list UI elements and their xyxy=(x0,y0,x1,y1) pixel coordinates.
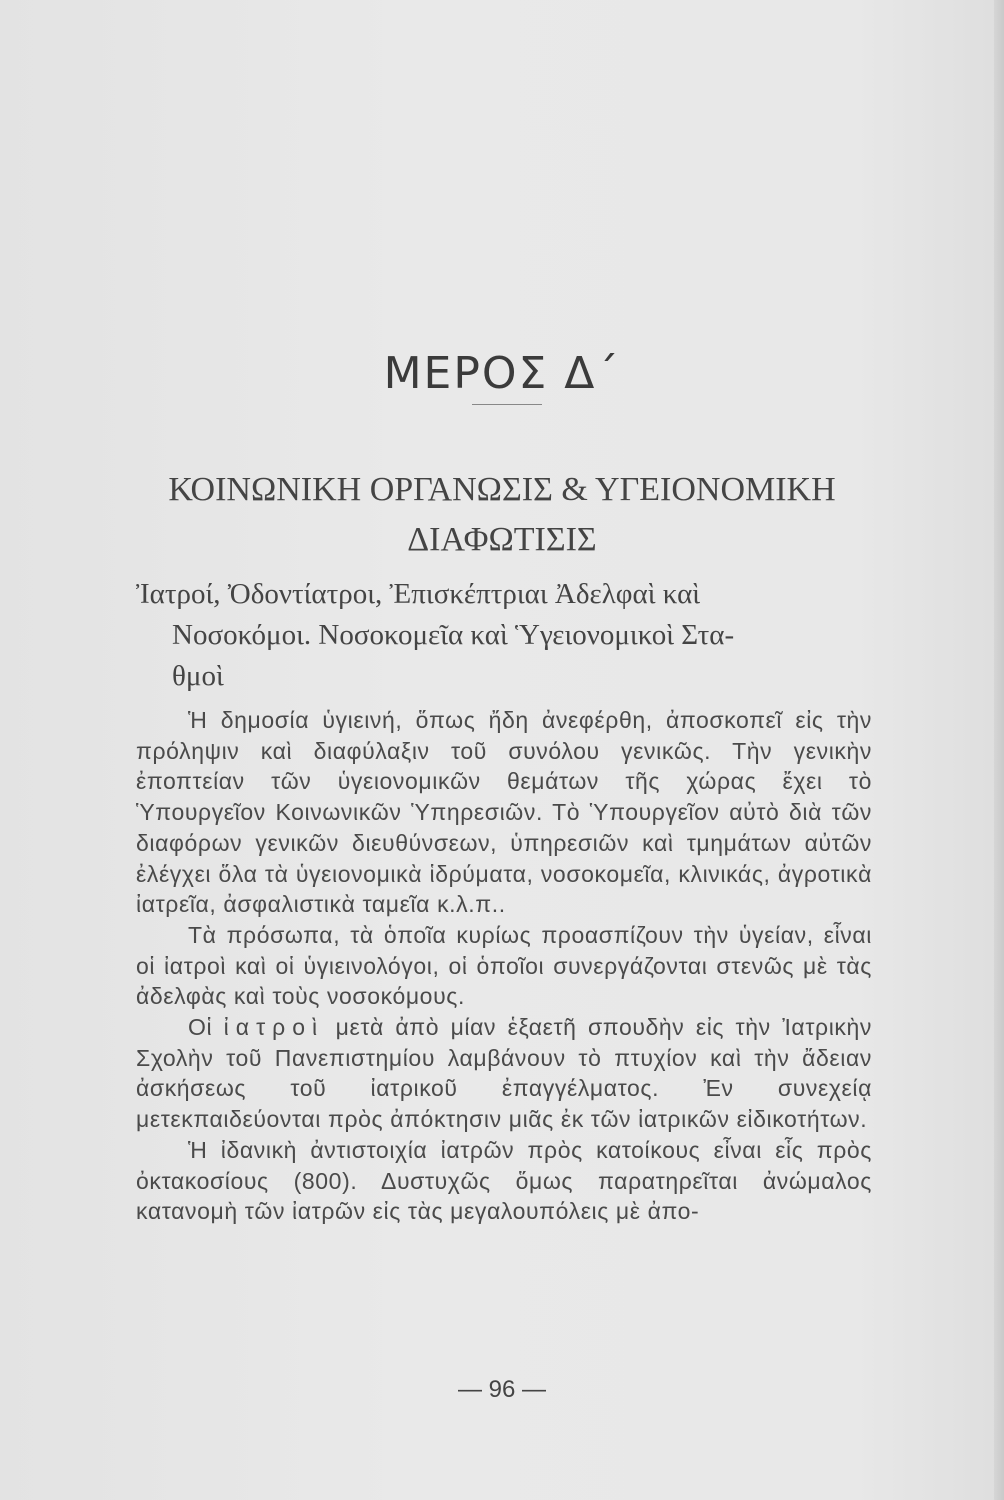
subheading xyxy=(136,574,872,697)
page-spine-shadow xyxy=(994,0,1004,1500)
paragraph-3-emphasis: ἰατροὶ xyxy=(223,1014,325,1041)
paragraph-3-lead: Οἱ xyxy=(188,1014,213,1041)
subheading-line-1: Ἰατροί, Ὀδοντίατροι, Ἐπισκέπτριαι Ἀδελφαὶ καὶ xyxy=(136,578,701,610)
section-title xyxy=(0,465,1004,565)
subheading-line-2: Νοσοκόμοι. Νοσοκομεῖα καὶ Ὑγειονομικοὶ Στα- xyxy=(172,619,735,651)
part-title: ΜΕΡΟΣ Δ΄ xyxy=(383,348,621,399)
body-text xyxy=(136,705,872,1227)
paragraph-4: Ἡ ἰδανικὴ ἀντιστοιχία ἰατρῶν πρὸς κατοίκους εἶναι εἷς πρὸς ὀκτακοσίους (800). Δυστυχῶς ὅμως παρατηρεῖται ἀνώμαλος κατανομὴ τῶν ἰατρῶν εἰς τὰς μεγαλουπόλεις μὲ ἀπο- xyxy=(136,1136,872,1225)
section-title-line-2: ΔΙΑΦΩΤΙΣΙΣ xyxy=(407,521,597,558)
paragraph-2: Τὰ πρόσωπα, τὰ ὁποῖα κυρίως προασπίζουν τὴν ὑγείαν, εἶναι οἱ ἰατροὶ καὶ οἱ ὑγιεινολόγοι, οἱ ὁποῖοι συνεργάζονται στενῶς μὲ τὰς ἀδελφὰς καὶ τοὺς νοσοκόμους. xyxy=(136,921,872,1010)
title-divider xyxy=(472,404,542,405)
page-number: — 96 — xyxy=(457,1376,547,1403)
paragraph-3 xyxy=(136,1012,872,1135)
paragraph-3-rest: μετὰ ἀπὸ μίαν ἑξαετῆ σπουδὴν εἰς τὴν Ἰατρικὴν Σχολὴν τοῦ Πανεπιστημίου λαμβάνουν τὸ πτυχίον καὶ τὴν ἄδειαν ἀσκήσεως τοῦ ἰατρικοῦ ἐπαγγέλματος. Ἐν συνεχείᾳ μετεκπαιδεύονται πρὸς ἀπόκτησιν μιᾶς ἐκ τῶν ἰατρικῶν εἰδικοτήτων. xyxy=(136,1014,872,1133)
subheading-line-3: θμοὶ xyxy=(172,660,224,692)
section-title-line-1: ΚΟΙΝΩΝΙΚΗ ΟΡΓΑΝΩΣΙΣ & ΥΓΕΙΟΝΟΜΙΚΗ xyxy=(168,471,836,508)
paragraph-1: Ἡ δημοσία ὑγιεινή, ὅπως ἤδη ἀνεφέρθη, ἀποσκοπεῖ εἰς τὴν πρόληψιν καὶ διαφύλαξιν τοῦ συνόλου γενικῶς. Τὴν γενικὴν ἐποπτείαν τῶν ὑγειονομικῶν θεμάτων τῆς χώρας ἔχει τὸ Ὑπουργεῖον Κοινωνικῶν Ὑπηρεσιῶν. Τὸ Ὑπουργεῖον αὐτὸ διὰ τῶν διαφόρων γενικῶν διευθύνσεων, ὑπηρεσιῶν καὶ τμημάτων αὐτῶν ἐλέγχει ὅλα τὰ ὑγειονομικὰ ἱδρύματα, νοσοκομεῖα, κλινικάς, ἀγροτικὰ ἰατρεῖα, ἀσφαλιστικὰ ταμεῖα κ.λ.π.. xyxy=(136,707,872,918)
